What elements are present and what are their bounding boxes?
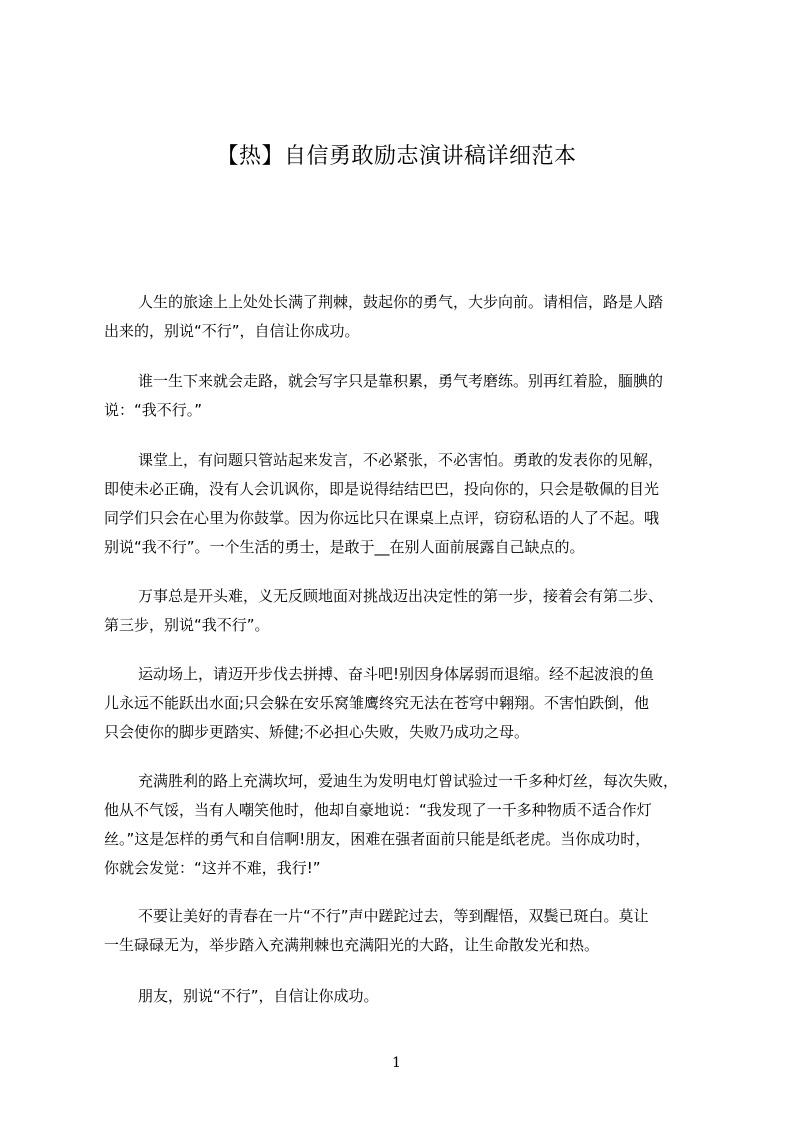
paragraph-line: 出来的，别说“不行”，自信让你成功。	[104, 322, 360, 340]
paragraph-line: 不要让美好的青春在一片“不行”声中蹉跎过去，等到醒悟，双鬓已斑白。莫让	[138, 907, 649, 925]
paragraph-4	[104, 582, 704, 640]
paragraph-7	[104, 902, 704, 960]
paragraph-1	[104, 288, 704, 346]
paragraph-line: 你就会发觉：“这并不难，我行!”	[104, 859, 321, 877]
paragraph-6	[104, 767, 704, 883]
paragraph-line: 充满胜利的路上充满坎坷，爱迪生为发明电灯曾试验过一千多种灯丝，每次失败，	[138, 772, 679, 790]
paragraph-2	[104, 367, 704, 425]
paragraph-line: 一生碌碌无为，举步踏入充满荆棘也充满阳光的大路，让生命散发光和热。	[104, 936, 600, 954]
paragraph-line: 人生的旅途上上处处长满了荆棘，鼓起你的勇气，大步向前。请相信，路是人踏	[138, 293, 664, 311]
paragraph-line: 说：“我不行。”	[104, 401, 203, 419]
paragraph-line: 他从不气馁，当有人嘲笑他时，他却自豪地说：“我发现了一千多种物质不适合作灯	[104, 801, 652, 819]
paragraph-line: 万事总是开头难，义无反顾地面对挑战迈出决定性的第一步，接着会有第二步、	[138, 587, 664, 605]
paragraph-line: 别说“我不行”。一个生活的勇士，是敢于__在别人面前展露自己缺点的。	[104, 538, 585, 556]
paragraph-line: 课堂上，有问题只管站起来发言，不必紧张，不必害怕。勇敢的发表你的见解，	[138, 451, 664, 469]
paragraph-line: 儿永远不能跃出水面;只会躲在安乐窝雏鹰终究无法在苍穹中翱翔。不害怕跌倒，他	[104, 694, 650, 712]
paragraph-8	[104, 982, 704, 1011]
paragraph-line: 即使未必正确，没有人会讥讽你，即是说得结结巴巴，投向你的，只会是敬佩的目光	[104, 480, 660, 498]
paragraph-line: 丝。”这是怎样的勇气和自信啊!朋友，困难在强者面前只能是纸老虎。当你成功时，	[104, 830, 651, 848]
paragraph-3	[104, 446, 704, 562]
paragraph-line: 第三步，别说“我不行”。	[104, 616, 270, 634]
paragraph-line: 运动场上，请迈开步伐去拼搏、奋斗吧!别因身体孱弱而退缩。经不起波浪的鱼	[138, 665, 655, 683]
paragraph-line: 同学们只会在心里为你鼓掌。因为你远比只在课桌上点评，窃窃私语的人了不起。哦	[104, 509, 660, 527]
paragraph-line: 朋友，别说“不行”，自信让你成功。	[138, 987, 379, 1005]
paragraph-line: 只会使你的脚步更踏实、矫健;不必担心失败，失败乃成功之母。	[104, 723, 530, 741]
page-number: 1	[392, 1055, 401, 1071]
page-title: 【热】自信勇敢励志演讲稿详细范本	[216, 144, 577, 169]
paragraph-line: 谁一生下来就会走路，就会写字只是靠积累，勇气考磨练。别再红着脸，腼腆的	[138, 372, 664, 390]
paragraph-5	[104, 660, 704, 747]
